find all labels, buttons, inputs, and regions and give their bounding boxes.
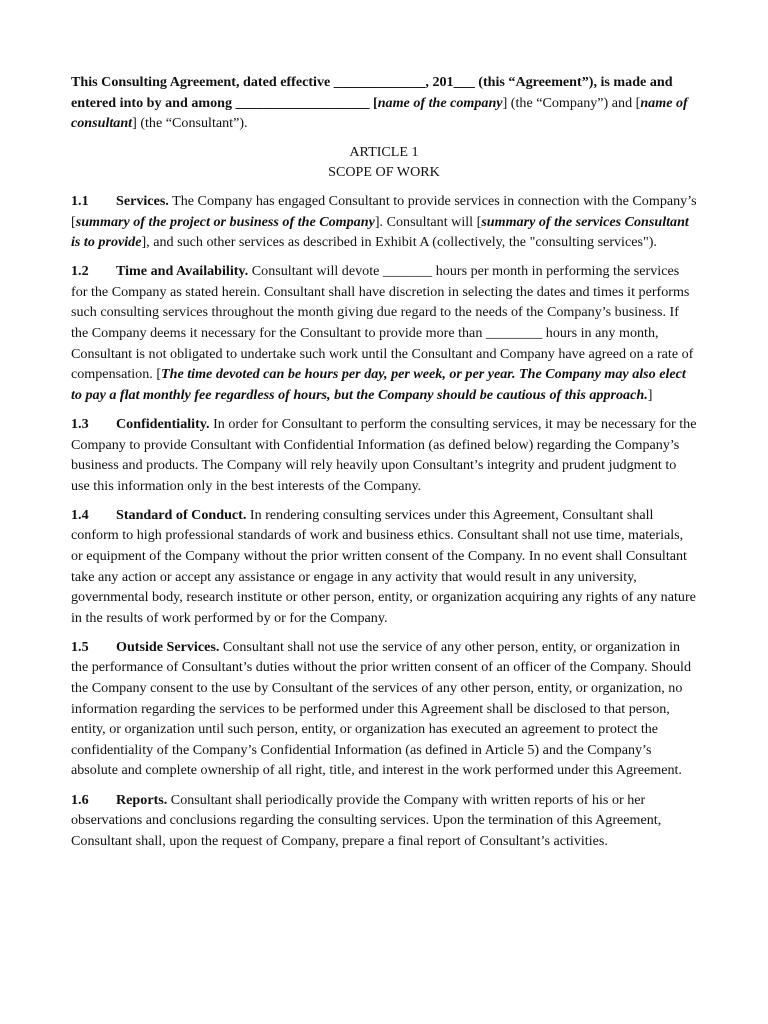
section-note: The time devoted can be hours per day, per week, or per year. The Company may also elect to pay a flat monthly fee regardless of hours, but the Company should be cautious of this approach. xyxy=(71,366,686,403)
article-number: ARTICLE 1 xyxy=(349,143,419,160)
intro-consultant-placeholder: name of consultant xyxy=(71,94,688,132)
section-text: Consultant will devote _______ hours per month in performing the services for the Company as stated herein. Consultant shall have discretion in selecting the dates and times it performs such consulting services throughout the month giving due regard to the needs of the Company’s business. If the Company deems it necessary for the Consultant to provide more than ________ hours in any month, Consultant is not obligated to undertake such work until the Consultant and Company have agreed on a rate of compensation. [ xyxy=(71,263,694,383)
section-text: ], and such other services as described in Exhibit A (collectively, the "consulting services"). xyxy=(141,234,657,251)
section-title: Services. xyxy=(116,192,169,209)
section-1-4 xyxy=(71,505,697,629)
intro-paragraph xyxy=(71,72,697,134)
section-number: 1.5 xyxy=(71,638,89,655)
section-1-5 xyxy=(71,637,697,781)
section-title: Standard of Conduct. xyxy=(116,506,247,523)
section-1-2 xyxy=(71,261,697,405)
article-heading xyxy=(71,142,697,183)
intro-text-5: ] (the “Consultant”). xyxy=(132,115,248,132)
intro-company-placeholder: name of the company xyxy=(377,94,503,111)
section-text: Consultant shall periodically provide the Company with written reports of his or her observations and conclusions regarding the consulting services. Upon the termination of this Agreement, Consultant shall, upon the request of Company, prepare a final report of Consultant’s activities. xyxy=(71,791,662,849)
section-text: In rendering consulting services under this Agreement, Consultant shall conform to high professional standards of work and business ethics. Consultant shall not use time, materials, or equipment of the Company without the prior written consent of the Company. In no event shall Consultant take any action or accept any assistance or engage in any activity that would result in any university, governmental body, research institute or other person, entity, or organization acquiring any rights of any nature in the results of work performed by or for the Company. xyxy=(71,506,696,626)
section-number: 1.4 xyxy=(71,506,89,523)
section-title: Outside Services. xyxy=(116,638,220,655)
section-title: Reports. xyxy=(116,791,168,808)
intro-text-3: ] (the “Company”) and [ xyxy=(502,94,641,111)
section-placeholder: summary of the project or business of the Company xyxy=(75,213,375,230)
section-1-6 xyxy=(71,790,697,852)
section-number: 1.6 xyxy=(71,791,89,808)
section-text: In order for Consultant to perform the consulting services, it may be necessary for the Company to provide Consultant with Confidential Information (as defined below) regarding the Company’s business and products. The Company will rely heavily upon Consultant’s integrity and prudent judgment to use this information only in the best interests of the Company. xyxy=(71,415,697,494)
article-title: SCOPE OF WORK xyxy=(328,164,440,181)
section-text: Consultant shall not use the service of any other person, entity, or organization in the performance of Consultant’s duties without the prior written consent of an officer of the Company. Should the Company consent to the use by Consultant of the services of any other person, entity, or organization, no information regarding the services to be performed under this Agreement shall be disclosed to that person, entity, or organization until such person, entity, or organization has executed an agreement to protect the confidentiality of the Company’s Confidential Information (as defined in Article 5) and the Company’s absolute and complete ownership of all right, title, and interest in the work performed under this Agreement. xyxy=(71,638,691,779)
section-placeholder: summary of the services Consultant is to provide xyxy=(71,213,689,251)
section-text: The Company has engaged Consultant to provide services in connection with the Company’s [ xyxy=(71,192,697,230)
document-page xyxy=(71,72,697,860)
intro-text-1: This Consulting Agreement, dated effective _____________, 201___ (this “Agreement”), is made and entered into by and among ___________________ [ xyxy=(71,74,673,111)
section-title: Confidentiality. xyxy=(116,415,210,432)
section-number: 1.2 xyxy=(71,263,89,280)
section-1-3 xyxy=(71,414,697,496)
section-number: 1.1 xyxy=(71,192,89,209)
section-text: ] xyxy=(647,386,653,403)
section-text: ]. Consultant will [ xyxy=(374,213,482,230)
section-1-1 xyxy=(71,191,697,253)
section-title: Time and Availability. xyxy=(116,263,249,280)
section-number: 1.3 xyxy=(71,415,89,432)
